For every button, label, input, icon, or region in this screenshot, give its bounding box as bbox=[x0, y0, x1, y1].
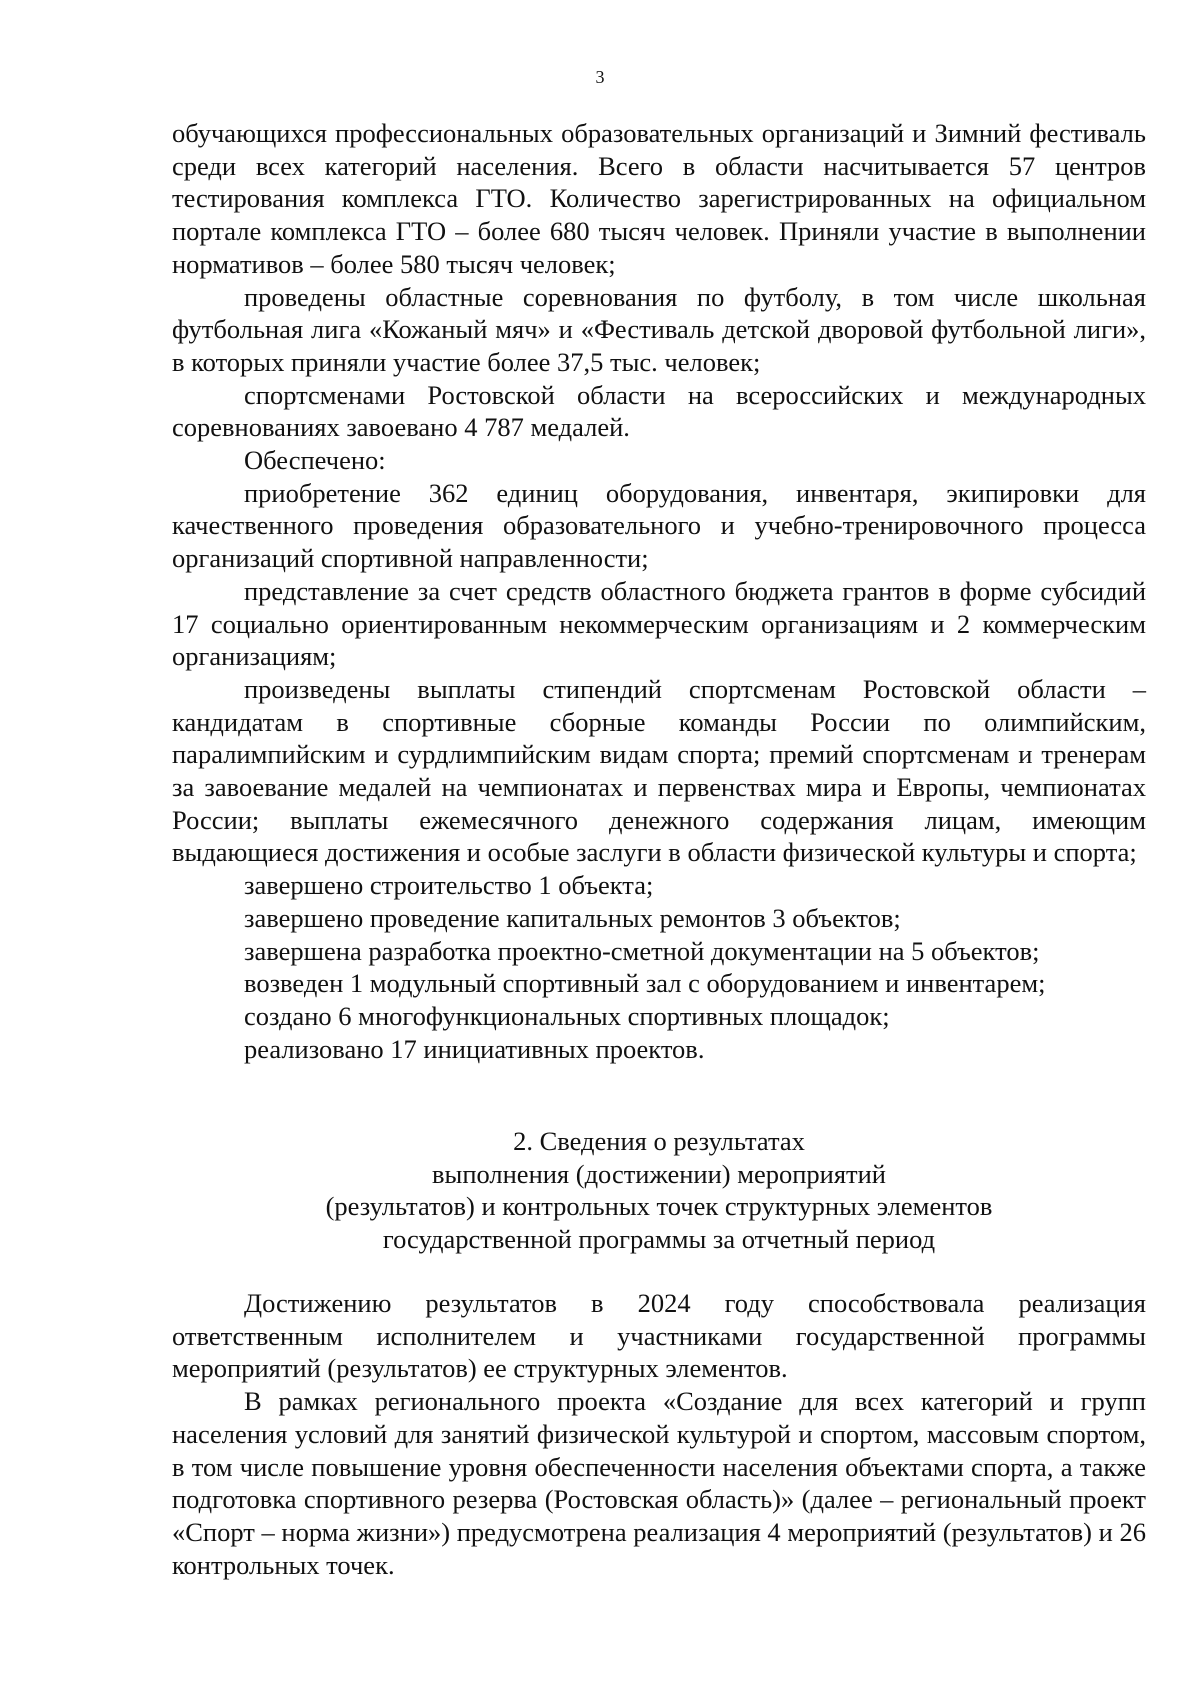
paragraph-football-competitions: проведены областные соревнования по футболу, в том числе школьная футбольная лига «Кожаный мяч» и «Фестиваль детской дворовой футбольной лиги», в которых приняли участие более 37,5 тыс. человек; bbox=[172, 281, 1146, 377]
paragraph-sports-grounds: создано 6 многофункциональных спортивных площадок; bbox=[244, 1000, 890, 1031]
heading-line: государственной программы за отчетный период bbox=[382, 1223, 936, 1254]
paragraph-medals: спортсменами Ростовской области на всероссийских и международных соревнованиях завоевано 4 787 медалей. bbox=[172, 379, 1146, 443]
paragraph-results-achievement: Достижению результатов в 2024 году способствовала реализация ответственным исполнителем и участниками государственной программы мероприятий (результатов) ее структурных элементов. bbox=[172, 1288, 1146, 1384]
paragraph-design-docs: завершена разработка проектно-сметной документации на 5 объектов; bbox=[244, 935, 1040, 966]
heading-line: 2. Сведения о результатах bbox=[513, 1126, 805, 1156]
paragraph-equipment-purchase: приобретение 362 единиц оборудования, инвентаря, экипировки для качественного проведения образовательного и учебно-тренировочного процесса организаций спортивной направленности; bbox=[172, 477, 1146, 574]
heading-line: (результатов) и контрольных точек структурных элементов bbox=[325, 1191, 993, 1221]
section-2-body bbox=[172, 1287, 1146, 1581]
paragraph-grants: представление за счет средств областного бюджета грантов в форме субсидий 17 социально ориентированным некоммерческим организациям и 2 коммерческим организациям; bbox=[172, 575, 1146, 672]
paragraph-repairs: завершено проведение капитальных ремонтов 3 объектов; bbox=[244, 902, 901, 933]
paragraph-initiative-projects: реализовано 17 инициативных проектов. bbox=[244, 1033, 705, 1064]
section-1-body bbox=[172, 117, 1146, 1065]
heading-line: выполнения (достижении) мероприятий bbox=[432, 1158, 886, 1189]
paragraph-gto-summary: обучающихся профессиональных образовательных организаций и Зимний фестиваль среди всех категорий населения. Всего в области насчитывается 57 центров тестирования комплекса ГТО. Количество зарегистрированных на официальном портале комплекса ГТО – более 680 тысяч человек. Приняли участие в выполнении нормативов – более 580 тысяч человек; bbox=[172, 118, 1146, 279]
section-2-heading bbox=[172, 1125, 1146, 1255]
paragraph-regional-project: В рамках регионального проекта «Создание для всех категорий и групп населения условий для занятий физической культурой и спортом, массовым спортом, в том числе повышение уровня обеспеченности населения объектами спорта, а также подготовка спортивного резерва (Ростовская область)» (далее – региональный проект «Спорт – норма жизни») предусмотрена реализация 4 мероприятий (результатов) и 26 контрольных точек. bbox=[172, 1386, 1146, 1580]
paragraph-scholarships: произведены выплаты стипендий спортсменам Ростовской области – кандидатам в спортивные сборные команды России по олимпийским, паралимпийским и сурдлимпийским видам спорта; премий спортсменам и тренерам за завоевание медалей на чемпионатах и первенствах мира и Европы, чемпионатах России; выплаты ежемесячного денежного содержания лицам, имеющим выдающиеся достижения и особые заслуги в области физической культуры и спорта; bbox=[172, 673, 1146, 868]
paragraph-modular-hall: возведен 1 модульный спортивный зал с оборудованием и инвентарем; bbox=[244, 968, 1046, 999]
paragraph-provided-heading: Обеспечено: bbox=[244, 445, 386, 476]
page-number: 3 bbox=[595, 67, 605, 87]
paragraph-construction: завершено строительство 1 объекта; bbox=[244, 870, 654, 901]
